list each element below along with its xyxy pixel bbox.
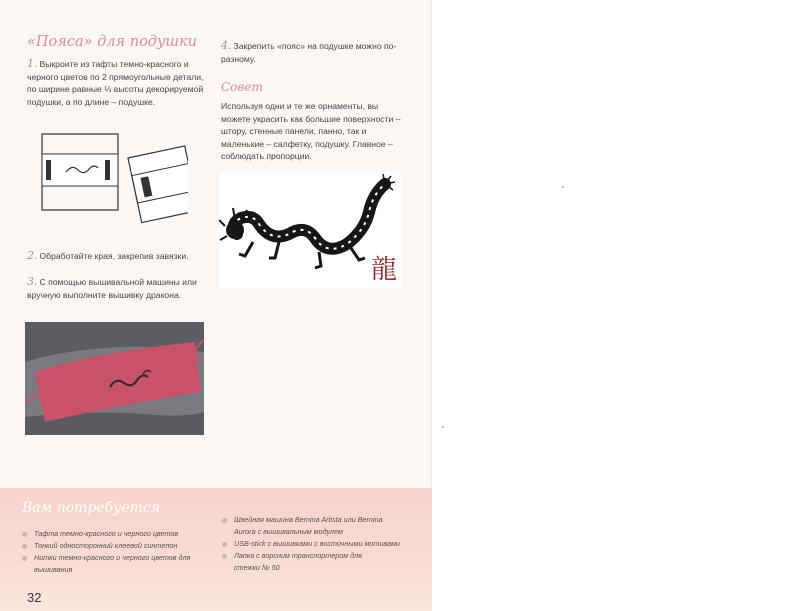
step-4 xyxy=(221,40,403,65)
step-2-text: Обработайте края, закрепив завязки. xyxy=(39,251,189,261)
step-3 xyxy=(27,276,203,301)
pillow-photo xyxy=(25,322,204,435)
dragon-illustration xyxy=(219,172,401,288)
scan-speck xyxy=(442,426,444,428)
belt-tie-right xyxy=(105,160,110,180)
requirements-list-left xyxy=(22,528,212,576)
list-item: Тафта темно-красного и черного цветов xyxy=(22,528,212,540)
step-4-text: Закрепить «пояс» на подушке можно по-разному. xyxy=(221,41,397,64)
pillow-back-view xyxy=(128,146,188,223)
pillow-outline-back xyxy=(128,146,188,223)
list-item: Нитки темно-красного и черного цветов для вышивания xyxy=(22,552,194,576)
step-2 xyxy=(27,250,205,263)
tip-title: Совет xyxy=(221,80,263,94)
dragon-glyph: 龍 xyxy=(370,255,397,285)
list-item: Швейная машина Bernina Artista или Bernina Aurora с вышивальным модулем xyxy=(222,514,402,538)
step-1-text: Выкроите из тафты темно-красного и черного цветов по 2 прямоугольные детали, по ширине равные ⅓ высоты декорируемой подушки, а по длине – подушке. xyxy=(27,59,204,107)
step-1-number: 1. xyxy=(27,57,38,70)
scan-speck xyxy=(562,186,564,188)
step-1 xyxy=(27,58,205,108)
belt-tie-left xyxy=(46,160,51,180)
step-2-number: 2. xyxy=(27,249,38,262)
tip-text: Используя одни и те же орнаменты, вы можете украсить как большие поверхности – штору, стенные панели, панно, так и маленькие – салфетку, подушку. Главное – соблюдать пропорции. xyxy=(221,101,401,161)
step-3-number: 3. xyxy=(27,275,38,288)
right-page xyxy=(432,0,800,611)
page-heading: «Пояса» для подушки xyxy=(27,34,198,50)
cutting-diagram xyxy=(40,132,188,236)
requirements-list-right xyxy=(222,514,402,574)
list-item: Лапка с ворсним транспортером для стежки № 50 xyxy=(222,550,384,574)
requirements-title: Вам потребуется xyxy=(22,500,160,516)
dragon-body xyxy=(234,184,385,249)
page-number: 32 xyxy=(27,590,42,605)
list-item: USB-stick с вышивками с восточными мотивами xyxy=(222,538,402,550)
step-4-number: 4. xyxy=(221,39,232,52)
step-3-text: С помощью вышивальной машины или вручную выполните вышивку дракона. xyxy=(27,277,197,300)
dragon-head xyxy=(226,221,244,239)
list-item: Тонкий односторонний клеевой синтепон xyxy=(22,540,212,552)
